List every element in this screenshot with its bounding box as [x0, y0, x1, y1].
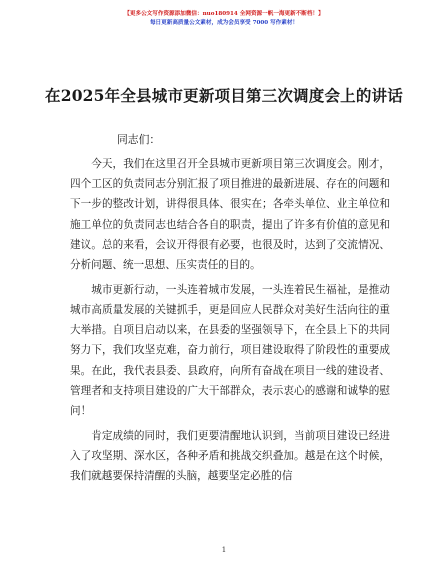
salutation: 同志们： [117, 133, 161, 146]
paragraph-1: 今天，我们在这里召开全县城市更新项目第三次调度会。刚才，四个工区的负责同志分别汇报了项目推进的最新进展、存在的问题和下一步的整改计划，讲得很具体、很实在；各牵头单位、业主单位和施工单位的负责同志也结合各自的职责，提出了许多有价值的意见和建议。总的来看，会议开得很有必要，也很及时，达到了交流情况、分析问题、统一思想、压实责任的目的。 [70, 158, 390, 272]
page-number: 1 [221, 546, 227, 554]
document-body [70, 154, 390, 491]
promo-banner [0, 10, 448, 28]
paragraph-3: 肯定成绩的同时，我们更要清醒地认识到，当前项目建设已经进入了攻坚期、深水区，各种矛盾和挑战交织叠加。越是在这个时候，我们就越要保持清醒的头脑，越要坚定必胜的信 [70, 429, 390, 483]
paragraph-2: 城市更新行动，一头连着城市发展，一头连着民生福祉，是推动城市高质量发展的关键抓手，更是回应人民群众对美好生活向往的重大举措。自项目启动以来，在县委的坚强领导下，在全县上下的共同努力下，我们攻坚克难，奋力前行，项目建设取得了阶段性的重要成果。在此，我代表县委、县政府，向所有奋战在项目一线的建设者、管理者和支持项目建设的广大干部群众，表示衷心的感谢和诚挚的慰问！ [70, 283, 390, 417]
promo-line-red: 【更多公文写作资源添加微信：nuo180914 全网资源一帆一海更新不断档！】 [124, 11, 324, 17]
document-title: 在2025年全县城市更新项目第三次调度会上的讲话 [45, 86, 403, 105]
promo-line-blue: 每日更新高质量公文素材，成为会员享受 7000 写作素材！ [149, 20, 299, 26]
